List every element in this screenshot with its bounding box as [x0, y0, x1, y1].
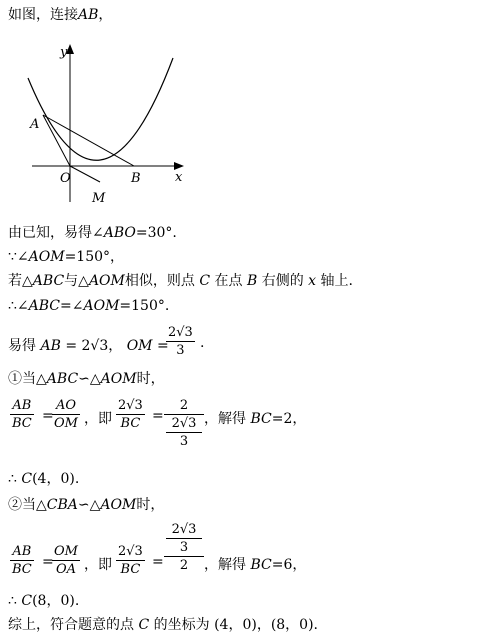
step-5-fraction [166, 325, 195, 358]
step-5 [8, 335, 169, 355]
step-2 [8, 248, 124, 266]
case-2-head-b: CBA [46, 497, 78, 513]
intro-line [8, 6, 112, 24]
step-5-value: = 2√3 [65, 338, 109, 354]
y-axis-label: y [60, 45, 68, 60]
step-3-h: B [246, 273, 258, 289]
point-m-label: M [92, 191, 106, 206]
case-2-frac-4 [164, 522, 204, 573]
step-4-c: =∠ [60, 298, 84, 314]
step-5-frac-num: 2√3 [168, 325, 193, 340]
step-5-ab: AB [40, 338, 61, 354]
case-2-solve [204, 554, 306, 574]
point-o-label: O [60, 171, 71, 186]
case-2-frac-2-den: OA [52, 560, 80, 577]
step-3-f: C [199, 273, 211, 289]
step-5-end: . [200, 335, 205, 351]
step-3 [8, 272, 353, 290]
x-axis-arrow [174, 162, 184, 170]
case-2-frac-4-num-num: 2√3 [171, 522, 197, 537]
intro-segment: AB [78, 7, 99, 23]
step-3-j: x [308, 273, 317, 289]
case-1-frac-4-den [164, 414, 204, 449]
case-2-frac-3 [116, 544, 145, 577]
final-a: 综上，符合题意的点 [8, 617, 134, 633]
step-3-c: 与△ [64, 273, 89, 289]
step-3-i: 右侧的 [261, 273, 304, 289]
case-1-solve-b: BC [250, 411, 272, 427]
step-2-post: =150°， [64, 249, 125, 265]
step-1 [8, 224, 177, 242]
case-2-solve-c: =6， [271, 557, 307, 573]
step-2-angle: AOM [28, 249, 65, 265]
intro-text: 如图，连接 [8, 7, 78, 23]
case-1-frac-1-den: BC [12, 416, 32, 431]
case-2-head-c: ∽△ [77, 497, 101, 513]
case-2-eq-2: = [152, 554, 164, 570]
step-1-pre: 由已知，易得∠ [8, 225, 104, 241]
final-b: C [138, 617, 150, 633]
step-3-a: 若△ [8, 273, 33, 289]
step-2-pre: ∵∠ [8, 249, 29, 265]
case-1-solve-c: =2， [271, 411, 307, 427]
case-1-header [8, 370, 165, 388]
case-2-frac-1-den: BC [12, 562, 32, 577]
case-1-frac-2-den: OM [54, 416, 78, 431]
case-2-eq-1: = [42, 554, 54, 570]
case-1-eq-1: = [42, 408, 54, 424]
step-4-e: =150°. [119, 298, 170, 314]
case-2-conc-b: C [21, 593, 33, 609]
case-1-head-e: 时， [136, 371, 165, 387]
final-c: 的坐标为 (4，0)，(8，0). [153, 617, 319, 633]
step-1-angle: ABO [103, 225, 136, 241]
case-1-frac-3-num: 2√3 [118, 398, 143, 413]
step-4 [8, 297, 169, 315]
case-1-head-a: ①当△ [8, 371, 47, 387]
step-5-a: 易得 [8, 338, 36, 354]
step-5-frac-den: 3 [166, 341, 195, 358]
case-2-frac-1-num: AB [12, 544, 32, 559]
case-2-frac-1 [10, 544, 34, 577]
case-1-conc-a: ∴ [8, 471, 17, 487]
case-2-head-a: ②当△ [8, 497, 47, 513]
intro-end: ， [98, 7, 113, 23]
point-a-label: A [30, 117, 40, 132]
step-5-sep: ， [108, 338, 123, 354]
case-1-frac-1-num: AB [12, 398, 32, 413]
final-answer [8, 616, 318, 634]
segment-om [70, 166, 100, 182]
parabola-figure [18, 42, 198, 212]
step-4-a: ∴∠ [8, 298, 29, 314]
step-5-om: OM [126, 338, 153, 354]
case-2-frac-2-num: OM [54, 544, 78, 559]
case-2-head-e: 时， [136, 497, 165, 513]
case-2-frac-4-num [164, 522, 204, 556]
case-1-frac-2-num: AO [55, 398, 76, 413]
case-1-frac-4 [164, 398, 204, 449]
case-1-frac-2 [52, 398, 80, 431]
case-1-mid: ，即 [84, 411, 112, 427]
case-2-mid: ，即 [84, 557, 112, 573]
case-1-conclusion [8, 470, 79, 488]
case-2-frac-3-num: 2√3 [118, 544, 143, 559]
case-1-solve-a: ，解得 [204, 411, 246, 427]
step-1-post: =30°. [135, 225, 177, 241]
step-3-e: 相似，则点 [124, 273, 195, 289]
step-3-k: 轴上. [320, 273, 353, 289]
case-2-head-d: AOM [100, 497, 137, 513]
case-1-frac-3 [116, 398, 145, 431]
case-2-solve-a: ，解得 [204, 557, 246, 573]
case-2-frac-2 [52, 544, 80, 577]
point-b-label: B [131, 171, 141, 186]
step-3-b: ABC [32, 273, 65, 289]
case-1-frac-4-den-num: 2√3 [171, 416, 197, 431]
case-2-conc-a: ∴ [8, 593, 17, 609]
case-1-solve [204, 408, 306, 428]
step-4-b: ABC [28, 298, 61, 314]
case-1-head-d: AOM [100, 371, 137, 387]
case-1-conc-c: (4，0). [32, 471, 80, 487]
step-3-g: 在点 [214, 273, 243, 289]
case-2-frac-4-num-den: 3 [166, 538, 202, 555]
case-1-frac-4-num: 2 [179, 398, 189, 413]
case-2-conclusion [8, 592, 79, 610]
case-1-frac-3-den: BC [116, 414, 145, 431]
case-2-header [8, 496, 164, 514]
parabola-curve [28, 58, 173, 160]
case-1-frac-1 [10, 398, 34, 431]
step-3-d: AOM [88, 273, 125, 289]
case-1-frac-4-den-den: 3 [166, 432, 202, 449]
case-2-solve-b: BC [250, 557, 272, 573]
step-4-d: AOM [83, 298, 120, 314]
x-axis-label: x [175, 170, 183, 185]
step-5-eq: = [156, 338, 169, 354]
case-1-conc-b: C [21, 471, 33, 487]
case-1-head-b: ABC [46, 371, 79, 387]
case-2-frac-3-den: BC [116, 560, 145, 577]
case-2-frac-4-den: 2 [164, 556, 204, 573]
case-1-eq-2: = [152, 408, 164, 424]
case-2-conc-c: (8，0). [32, 593, 80, 609]
case-1-head-c: ∽△ [78, 371, 101, 387]
